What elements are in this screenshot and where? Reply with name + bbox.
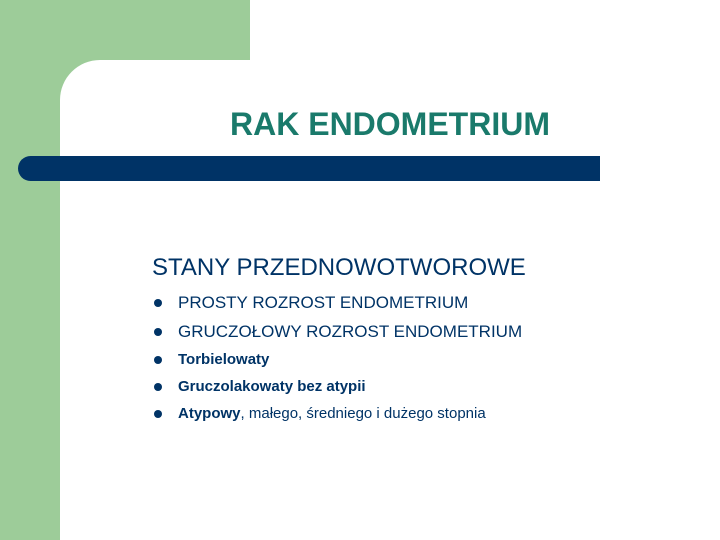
bullet-text: GRUCZOŁOWY ROZROST ENDOMETRIUM (178, 322, 523, 341)
bullet-item (152, 317, 692, 346)
slide-title: RAK ENDOMETRIUM (230, 106, 550, 142)
bullet-dot-icon (154, 299, 162, 307)
bullet-item (152, 288, 692, 317)
bullet-item (152, 400, 692, 427)
bullet-list (152, 288, 692, 427)
bullet-text: , małego, średniego i dużego stopnia (240, 405, 486, 422)
bullet-dot-icon (154, 328, 162, 336)
bullet-text: Gruczolakowaty bez atypii (178, 378, 366, 395)
title-underline-bar (18, 156, 600, 181)
bullet-text: PROSTY ROZROST ENDOMETRIUM (178, 293, 469, 312)
bullet-text: Torbielowaty (178, 351, 270, 368)
bullet-dot-icon (154, 383, 162, 391)
bullet-bold-text: Atypowy (178, 405, 241, 422)
bullet-dot-icon (154, 356, 162, 364)
bullet-item (152, 346, 692, 373)
slide-content (152, 252, 692, 427)
section-heading: STANY PRZEDNOWOTWOROWE (152, 254, 526, 281)
bullet-dot-icon (154, 410, 162, 418)
bullet-item (152, 373, 692, 400)
